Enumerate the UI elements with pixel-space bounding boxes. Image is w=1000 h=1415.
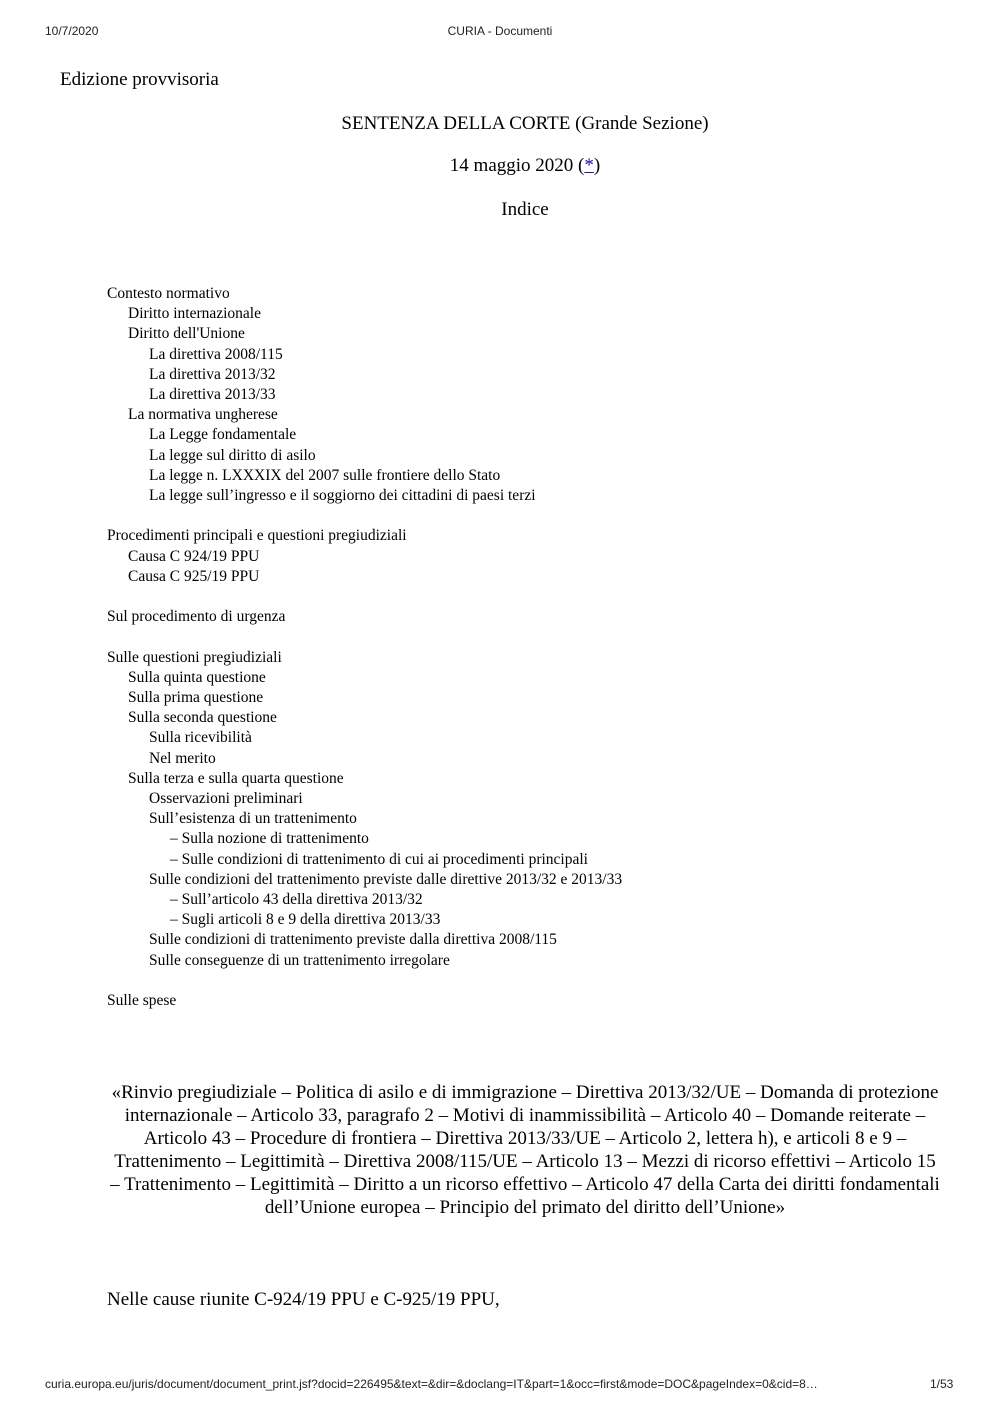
toc-item[interactable]: Sulla seconda questione xyxy=(128,709,277,727)
toc-item[interactable]: La legge sull’ingresso e il soggiorno dei cittadini di paesi terzi xyxy=(149,487,536,505)
toc-spacer xyxy=(107,627,622,647)
index-heading: Indice xyxy=(501,199,549,220)
toc-item[interactable]: Osservazioni preliminari xyxy=(149,790,303,808)
keywords-block: «Rinvio pregiudiziale – Politica di asilo e di immigrazione – Direttiva 2013/32/UE – Domanda di protezione internazionale – Articolo 33, paragrafo 2 – Motivi di inammissibilità – Articolo 40 – Domande reiterate – Articolo 43 – Procedure di frontiera – Direttiva 2013/33/UE – Articolo 2, lettera h), e articoli 8 e 9 – Trattenimento – Legittimità – Direttiva 2008/115/UE – Articolo 13 – Mezzi di ricorso effettivi – Articolo 15 – Trattenimento – Legittimità – Diritto a un ricorso effettivo – Articolo 47 della Carta dei diritti fondamentali dell’Unione europea – Principio del primato del diritto dell’Unione» xyxy=(110,1082,940,1218)
toc-item[interactable]: La direttiva 2013/32 xyxy=(149,365,276,383)
toc-item[interactable]: – Sugli articoli 8 e 9 della direttiva 2013/33 xyxy=(170,911,441,929)
toc-item[interactable]: Diritto dell'Unione xyxy=(128,325,245,343)
toc-item[interactable]: Sull’esistenza di un trattenimento xyxy=(149,810,357,828)
opening-paragraph: Nelle cause riunite C-924/19 PPU e C-925/19 PPU, xyxy=(107,1289,500,1310)
print-date: 10/7/2020 xyxy=(45,24,99,38)
toc-item[interactable]: – Sull’articolo 43 della direttiva 2013/32 xyxy=(170,891,423,909)
toc-item[interactable]: Sulle condizioni del trattenimento previste dalle direttive 2013/32 e 2013/33 xyxy=(149,870,623,888)
toc-item[interactable]: La direttiva 2013/33 xyxy=(149,386,276,404)
toc-item[interactable]: – Sulle condizioni di trattenimento di cui ai procedimenti principali xyxy=(170,850,588,868)
toc-item[interactable]: Sulle condizioni di trattenimento previste dalla direttiva 2008/115 xyxy=(149,931,557,949)
date-text: 14 maggio 2020 ( xyxy=(449,155,585,176)
toc-item[interactable]: Sulla prima questione xyxy=(128,689,264,707)
toc-item[interactable]: Sulla terza e sulla quarta questione xyxy=(128,769,344,787)
toc-item[interactable]: Sulle spese xyxy=(107,992,177,1010)
judgment-title: SENTENZA DELLA CORTE (Grande Sezione) xyxy=(341,113,709,134)
toc-item[interactable]: Nel merito xyxy=(149,749,216,767)
date-close: ) xyxy=(593,155,601,176)
toc-item[interactable]: La direttiva 2008/115 xyxy=(149,345,283,363)
toc-item[interactable]: La legge n. LXXXIX del 2007 sulle frontiere dello Stato xyxy=(149,466,501,484)
toc-item[interactable]: La Legge fondamentale xyxy=(149,426,297,444)
toc-spacer xyxy=(107,506,622,526)
toc-item[interactable]: Diritto internazionale xyxy=(128,305,261,323)
footer-url: curia.europa.eu/juris/document/document_print.jsf?docid=226495&text=&dir=&doclang=IT&part=1&occ=first&mode=DOC&pageIndex=0&cid=8… xyxy=(45,1377,818,1391)
toc-item[interactable]: Sulla quinta questione xyxy=(128,668,266,686)
toc-item[interactable]: Sulla ricevibilità xyxy=(149,729,252,747)
toc-item[interactable]: La legge sul diritto di asilo xyxy=(149,446,316,464)
toc-item[interactable]: Contesto normativo xyxy=(107,285,230,302)
footnote-link[interactable]: * xyxy=(584,155,594,176)
toc-spacer xyxy=(107,587,622,607)
print-title: CURIA - Documenti xyxy=(447,24,553,38)
toc-item[interactable]: La normativa ungherese xyxy=(128,406,278,424)
toc-item[interactable]: – Sulla nozione di trattenimento xyxy=(170,830,369,848)
judgment-date xyxy=(0,155,1000,177)
toc-spacer xyxy=(107,971,622,991)
toc-item[interactable]: Sulle conseguenze di un trattenimento irregolare xyxy=(149,951,450,969)
page-number: 1/53 xyxy=(930,1377,954,1391)
toc-item[interactable]: Causa C 924/19 PPU xyxy=(128,547,260,565)
toc-item[interactable]: Causa C 925/19 PPU xyxy=(128,567,260,585)
toc-item[interactable]: Sulle questioni pregiudiziali xyxy=(107,648,282,666)
toc-item[interactable]: Procedimenti principali e questioni pregiudiziali xyxy=(107,527,407,545)
table-of-contents xyxy=(107,284,622,1011)
edition-label: Edizione provvisoria xyxy=(60,69,219,90)
toc-item[interactable]: Sul procedimento di urgenza xyxy=(107,608,286,626)
